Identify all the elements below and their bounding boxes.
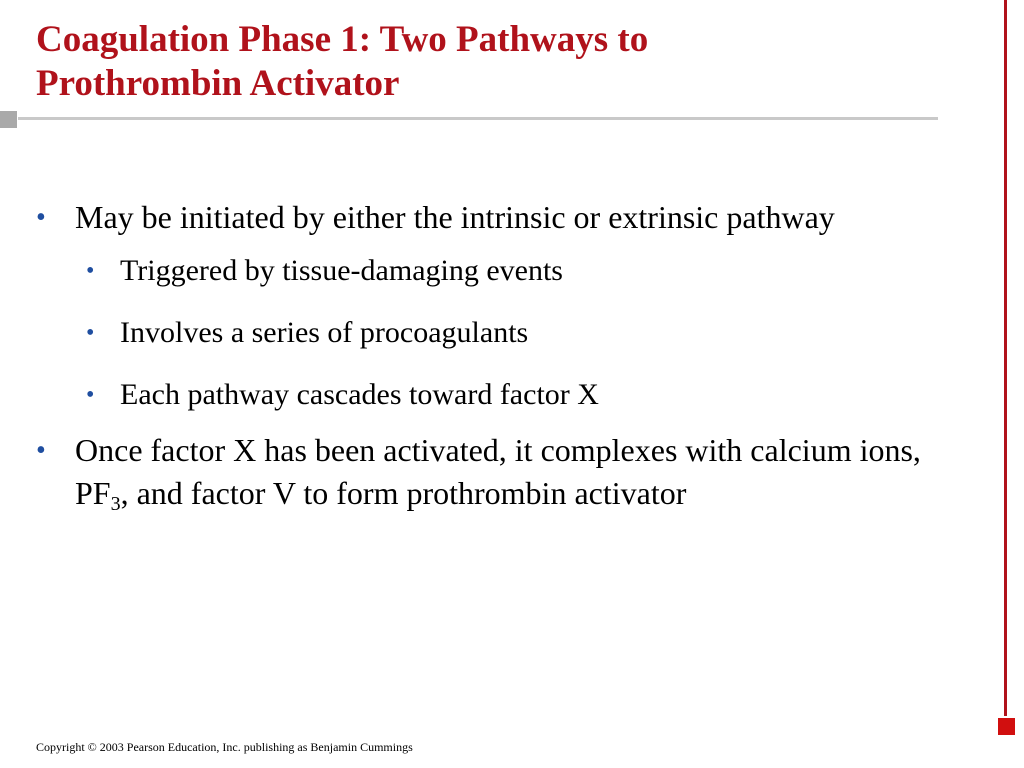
bullet-item bbox=[36, 196, 956, 415]
sub-bullet-item bbox=[75, 313, 956, 353]
sub-bullet-text: Involves a series of procoagulants bbox=[120, 316, 529, 349]
slide-title bbox=[36, 18, 976, 106]
bullet-icon: • bbox=[36, 435, 46, 466]
sub-bullet-text: Each pathway cascades toward factor X bbox=[120, 378, 599, 411]
red-square-decoration bbox=[998, 718, 1015, 735]
title-line-2: Prothrombin Activator bbox=[36, 63, 400, 104]
subscript-3: 3 bbox=[110, 493, 121, 515]
sub-bullet-text: Triggered by tissue-damaging events bbox=[120, 254, 563, 287]
bullet-text-part1: Once factor X has been activated, it complexes with calcium ions, PF bbox=[75, 432, 921, 511]
bullet-icon: • bbox=[36, 202, 46, 233]
title-divider bbox=[18, 117, 938, 120]
bullet-icon: • bbox=[86, 382, 95, 408]
bullet-text-part2: , and factor V to form prothrombin activator bbox=[120, 475, 687, 511]
copyright-footer: Copyright © 2003 Pearson Education, Inc. publishing as Benjamin Cummings bbox=[36, 740, 413, 754]
title-line-1: Coagulation Phase 1: Two Pathways to bbox=[36, 19, 649, 60]
sub-bullet-list bbox=[75, 251, 956, 415]
bullet-icon: • bbox=[86, 258, 95, 284]
bullet-item bbox=[36, 429, 956, 515]
sub-bullet-item bbox=[75, 251, 956, 291]
bullet-list bbox=[36, 196, 956, 529]
bullet-text: May be initiated by either the intrinsic or extrinsic pathway bbox=[75, 199, 835, 235]
bullet-icon: • bbox=[86, 320, 95, 346]
gray-square-decoration bbox=[0, 111, 17, 128]
right-red-line-decoration bbox=[1004, 0, 1007, 716]
sub-bullet-item bbox=[75, 375, 956, 415]
